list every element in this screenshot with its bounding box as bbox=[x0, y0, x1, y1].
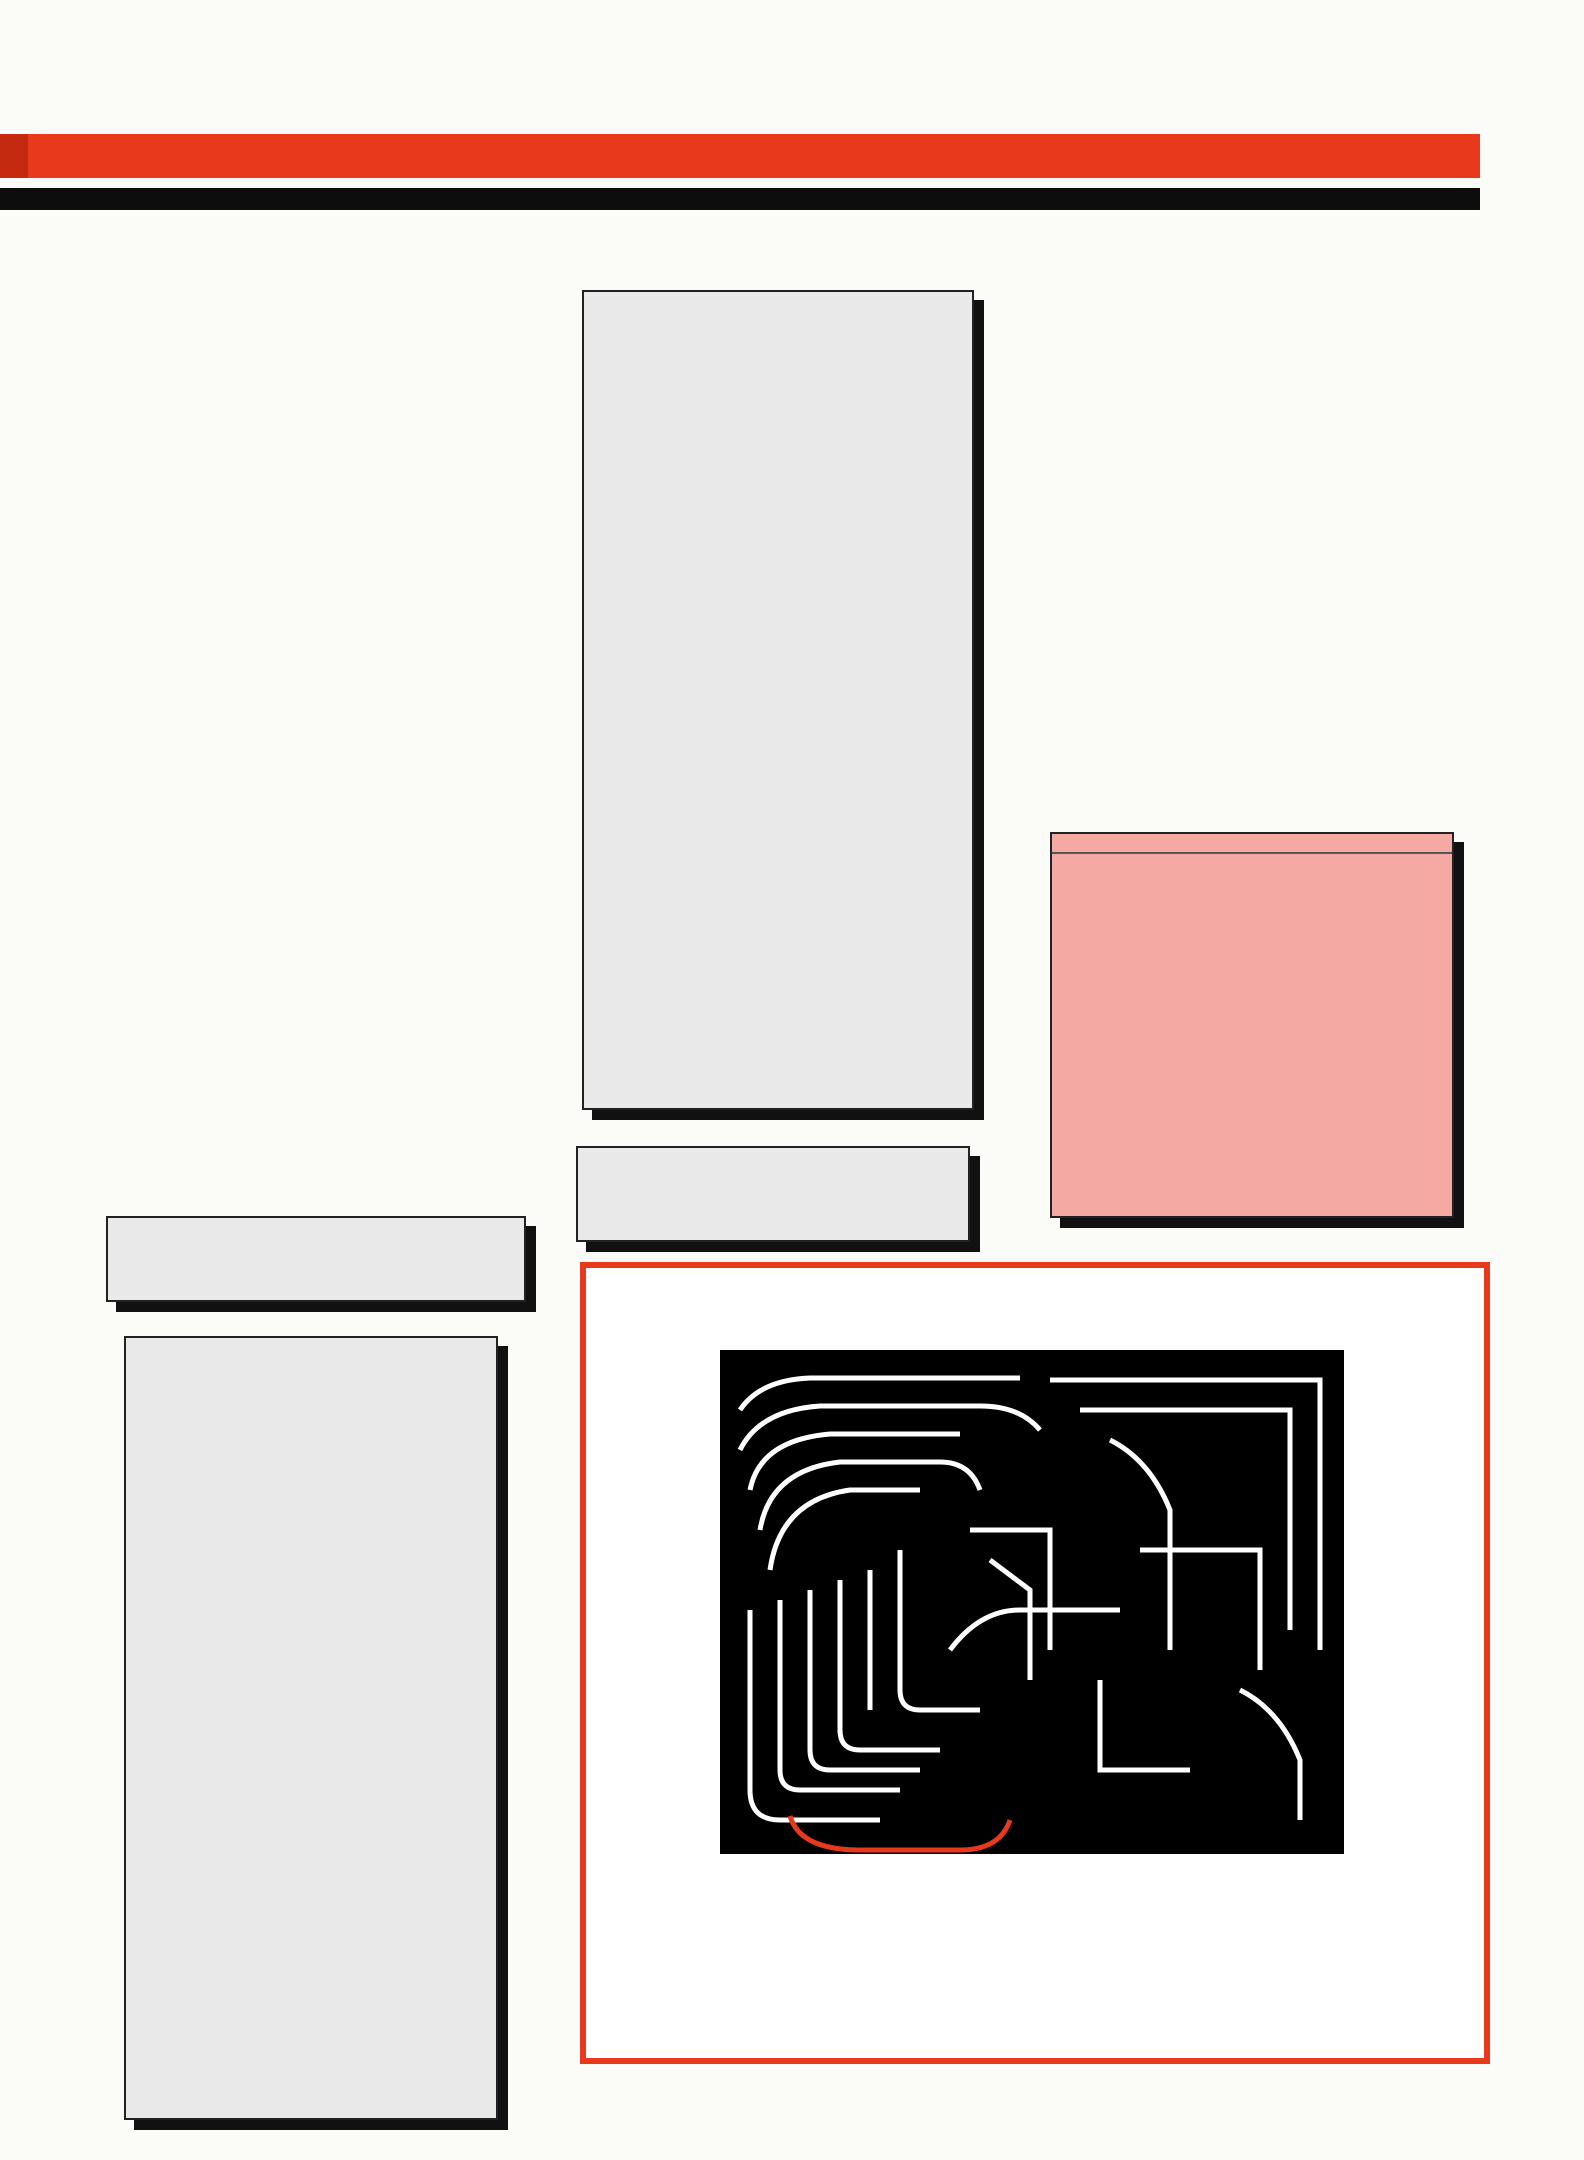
optimizacion-code bbox=[1052, 854, 1452, 878]
listado1-box bbox=[106, 1216, 526, 1302]
left-column bbox=[106, 294, 538, 316]
optimizacion-box bbox=[1050, 832, 1454, 1218]
pcb-diagram bbox=[720, 1350, 1344, 1854]
header-red-band bbox=[0, 134, 1480, 178]
listado2-box bbox=[124, 1336, 498, 2120]
listado2-continued-box bbox=[582, 290, 974, 1110]
listado2-continued-rows bbox=[584, 292, 972, 320]
optimizacion-title bbox=[1052, 834, 1452, 854]
correcciones-box bbox=[580, 1262, 1490, 2064]
header-left-tab bbox=[0, 134, 28, 178]
header-black-rule bbox=[0, 188, 1480, 210]
dump-box bbox=[576, 1146, 970, 1242]
right-column bbox=[1044, 294, 1480, 304]
